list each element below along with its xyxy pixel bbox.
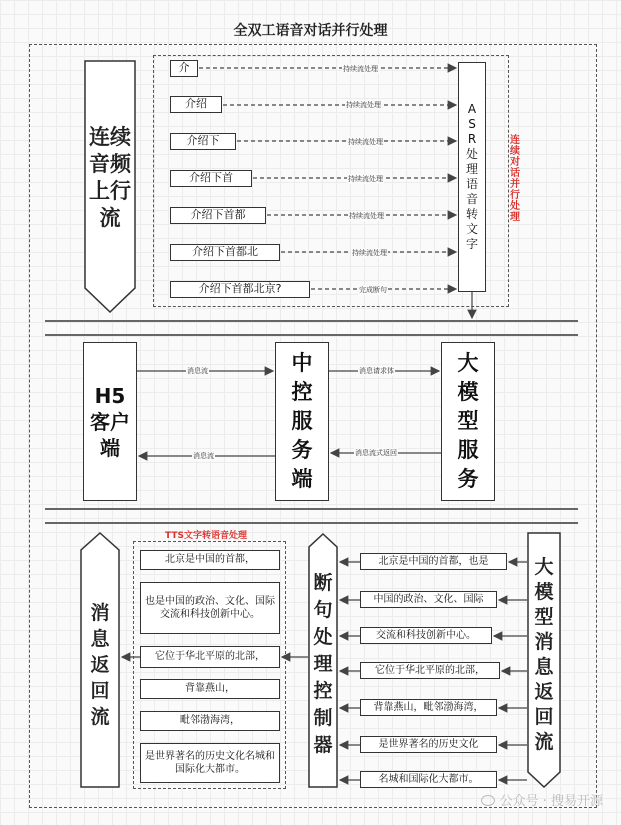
- edge-label-control-to-client: 消息流: [193, 452, 214, 460]
- chunk-box-3: 交流和科技创新中心。: [360, 627, 492, 644]
- edge-label-client-to-control: 消息流: [187, 367, 208, 375]
- model-stream-label: 大模型消息返回流: [534, 556, 554, 753]
- return-stream-label: 消息返回流: [90, 602, 110, 728]
- input-box-7: 介绍下首都北京?: [170, 281, 310, 298]
- chunk-box-7: 名城和国际化大都市。: [360, 771, 497, 788]
- edge-label-4: 持续流处理: [348, 175, 383, 183]
- control-server-label: 中控服务端: [291, 351, 313, 491]
- splitter-label: 断句处理控制器: [313, 572, 333, 756]
- input-box-5: 介绍下首都: [170, 207, 266, 224]
- chunk-box-1: 北京是中国的首都，也是: [360, 553, 507, 570]
- tts-item-5: 毗邻渤海湾，: [140, 711, 280, 731]
- watermark: [481, 790, 603, 809]
- tts-item-6: 是世界著名的历史文化名城和国际化大都市。: [140, 743, 280, 783]
- input-box-6: 介绍下首都北: [170, 244, 280, 261]
- edge-label-5: 持续流处理: [349, 212, 384, 220]
- wechat-icon: [481, 795, 495, 806]
- watermark-text: 公众号 · 搜易开源: [499, 794, 603, 809]
- input-box-2: 介绍: [170, 96, 222, 113]
- chunk-box-4: 它位于华北平原的北部，: [360, 662, 500, 679]
- asr-label: ASR处理语音转文字: [465, 102, 478, 251]
- llm-service-label: 大模型服务: [457, 351, 479, 491]
- edge-label-control-to-model: 消息请求体: [359, 367, 394, 375]
- side-note-label: 连续对话并行处理: [510, 135, 520, 223]
- input-box-4: 介绍下首: [170, 170, 252, 187]
- upstream-audio-label: 连续音频上行流: [89, 124, 131, 230]
- tts-label: TTS文字转语音处理: [165, 531, 247, 541]
- tts-item-3: 它位于华北平原的北部，: [140, 646, 280, 668]
- chunk-box-6: 是世界著名的历史文化: [360, 736, 497, 753]
- h5-client-label: H5客户端: [90, 383, 130, 460]
- edge-label-2: 持续流处理: [346, 101, 381, 109]
- tts-item-1: 北京是中国的首都，: [140, 550, 280, 570]
- edge-label-7: 完成断句: [359, 286, 387, 294]
- input-box-3: 介绍下: [170, 133, 236, 150]
- chunk-box-5: 背靠燕山，毗邻渤海湾，: [360, 699, 497, 716]
- edge-label-model-to-control: 消息流式返回: [355, 449, 397, 457]
- tts-item-4: 背靠燕山，: [140, 679, 280, 699]
- edge-label-6: 持续流处理: [352, 249, 387, 257]
- edge-label-3: 持续流处理: [348, 138, 383, 146]
- input-box-1: 介: [170, 60, 198, 77]
- chunk-box-2: 中国的政治、文化、国际: [360, 591, 497, 608]
- tts-item-2: 也是中国的政治、文化、国际交流和科技创新中心。: [140, 582, 280, 634]
- diagram-title: 全双工语音对话并行处理: [233, 23, 388, 39]
- edge-label-1: 持续流处理: [343, 65, 378, 73]
